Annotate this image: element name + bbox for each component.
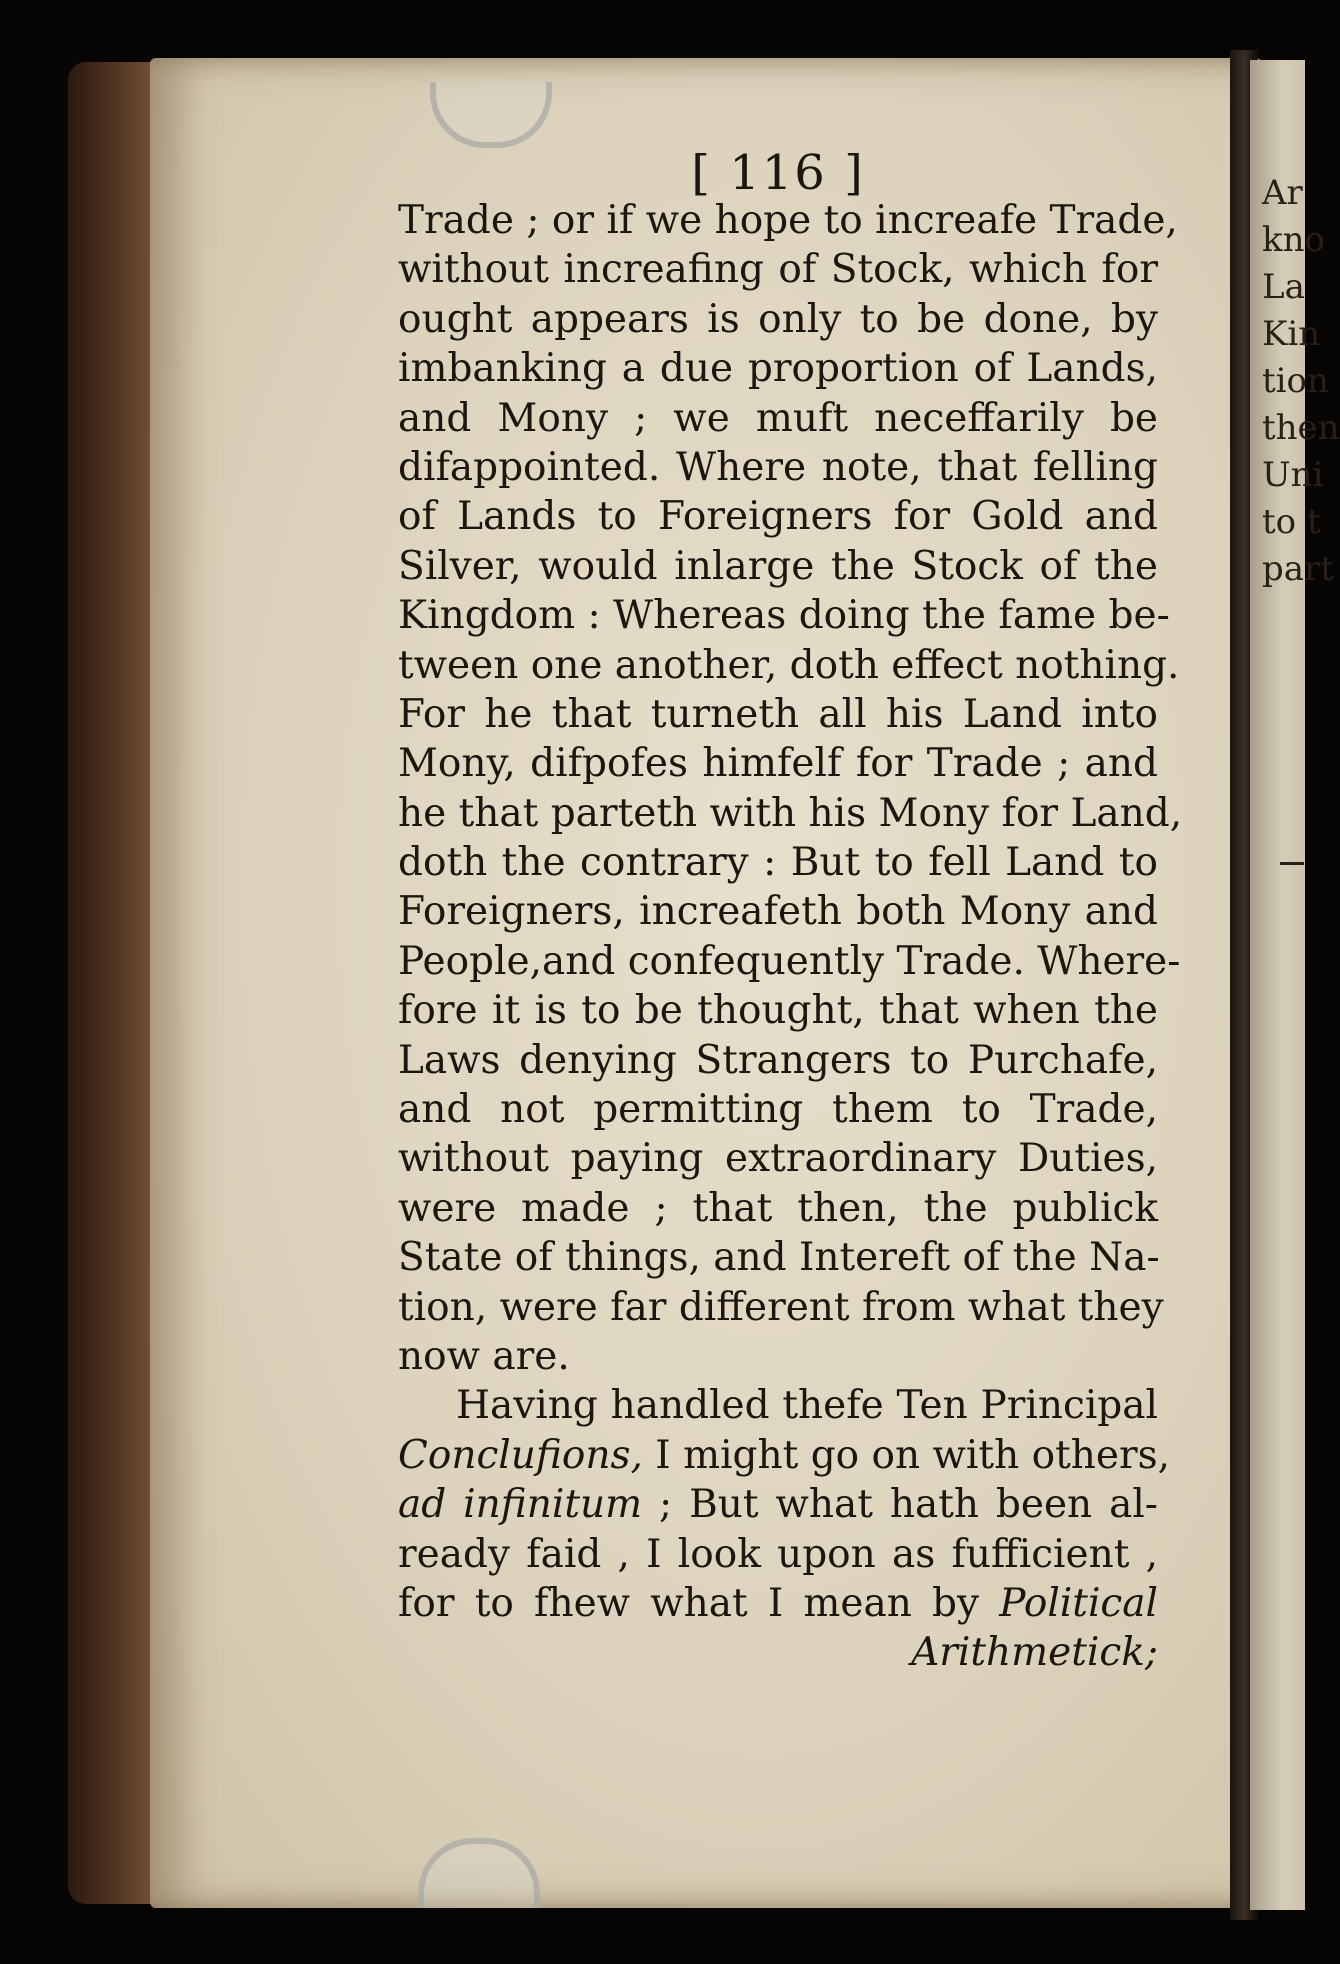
facing-page-fragment: La xyxy=(1262,267,1305,307)
facing-page-fragment: tion xyxy=(1262,361,1329,401)
page-number: [ 116 ] xyxy=(691,145,865,201)
facing-page-fragment: Kin xyxy=(1262,314,1321,354)
text-line xyxy=(398,1480,1158,1529)
text-line: without paying extraordinary Duties, xyxy=(398,1136,1158,1182)
facing-page-fragment: Uni xyxy=(1262,455,1324,495)
page-text xyxy=(398,142,1183,1678)
text-line: and not permitting them to Trade, xyxy=(398,1087,1158,1133)
text-line: Trade ; or if we hope to increafe Trade, xyxy=(398,198,1178,243)
text-line: Having handled thefe Ten Principal xyxy=(456,1383,1158,1429)
text-line: imbanking a due proportion of Lands, xyxy=(398,346,1158,392)
facing-page-fragment: kno xyxy=(1262,220,1325,260)
text-line: State of things, and Intereft of the Na- xyxy=(398,1235,1160,1281)
text-line: Silver, would inlarge the Stock of the xyxy=(398,543,1158,589)
text-span: ; But what hath been al- xyxy=(642,1482,1158,1528)
text-line: Mony, difpofes himfelf for Trade ; and xyxy=(398,741,1158,787)
catchword: Arithmetick; xyxy=(911,1630,1158,1676)
italic-text: Conclufions, xyxy=(398,1432,643,1478)
text-line: without increafing of Stock, which for xyxy=(398,247,1158,293)
text-line: People,and confequently Trade. Where- xyxy=(398,938,1181,984)
text-line: ready faid , I look upon as fufficient , xyxy=(398,1531,1158,1577)
facing-page-fragment: part xyxy=(1262,549,1334,589)
facing-page-fragment: to t xyxy=(1262,502,1321,542)
text-line: and Mony ; we muft neceffarily be xyxy=(398,395,1158,441)
facing-page-fragment: Ar xyxy=(1262,173,1303,213)
text-line: doth the contrary : But to fell Land to xyxy=(398,840,1158,886)
facing-page-fragment: then xyxy=(1262,408,1340,448)
text-line xyxy=(398,1431,1170,1480)
text-line: tion, were far different from what they xyxy=(398,1284,1164,1330)
text-line: Laws denying Strangers to Purchafe, xyxy=(398,1037,1158,1083)
text-line: ought appears is only to be done, by xyxy=(398,296,1158,342)
text-span: I might go on with others, xyxy=(642,1432,1170,1478)
text-line: For he that turneth all his Land into xyxy=(398,691,1158,737)
text-line: Foreigners, increafeth both Mony and xyxy=(398,889,1158,935)
text-line: were made ; that then, the publick xyxy=(398,1185,1158,1231)
text-line: fore it is to be thought, that when the xyxy=(398,988,1158,1034)
italic-text: Political xyxy=(999,1580,1158,1626)
text-line: difappointed. Where note, that felling xyxy=(398,444,1158,490)
text-line: tween one another, doth effect nothing. xyxy=(398,642,1180,688)
text-line: he that parteth with his Mony for Land, xyxy=(398,790,1183,836)
text-span: for to fhew what I mean by xyxy=(398,1580,1000,1626)
text-line xyxy=(398,1579,1158,1628)
facing-page-rule xyxy=(1280,862,1304,865)
text-line: now are. xyxy=(398,1333,570,1379)
paragraph-main xyxy=(398,196,1183,1381)
text-line: Kingdom : Whereas doing the fame be- xyxy=(398,593,1170,639)
text-line: of Lands to Foreigners for Gold and xyxy=(398,494,1158,540)
italic-text: ad infinitum xyxy=(398,1482,643,1528)
